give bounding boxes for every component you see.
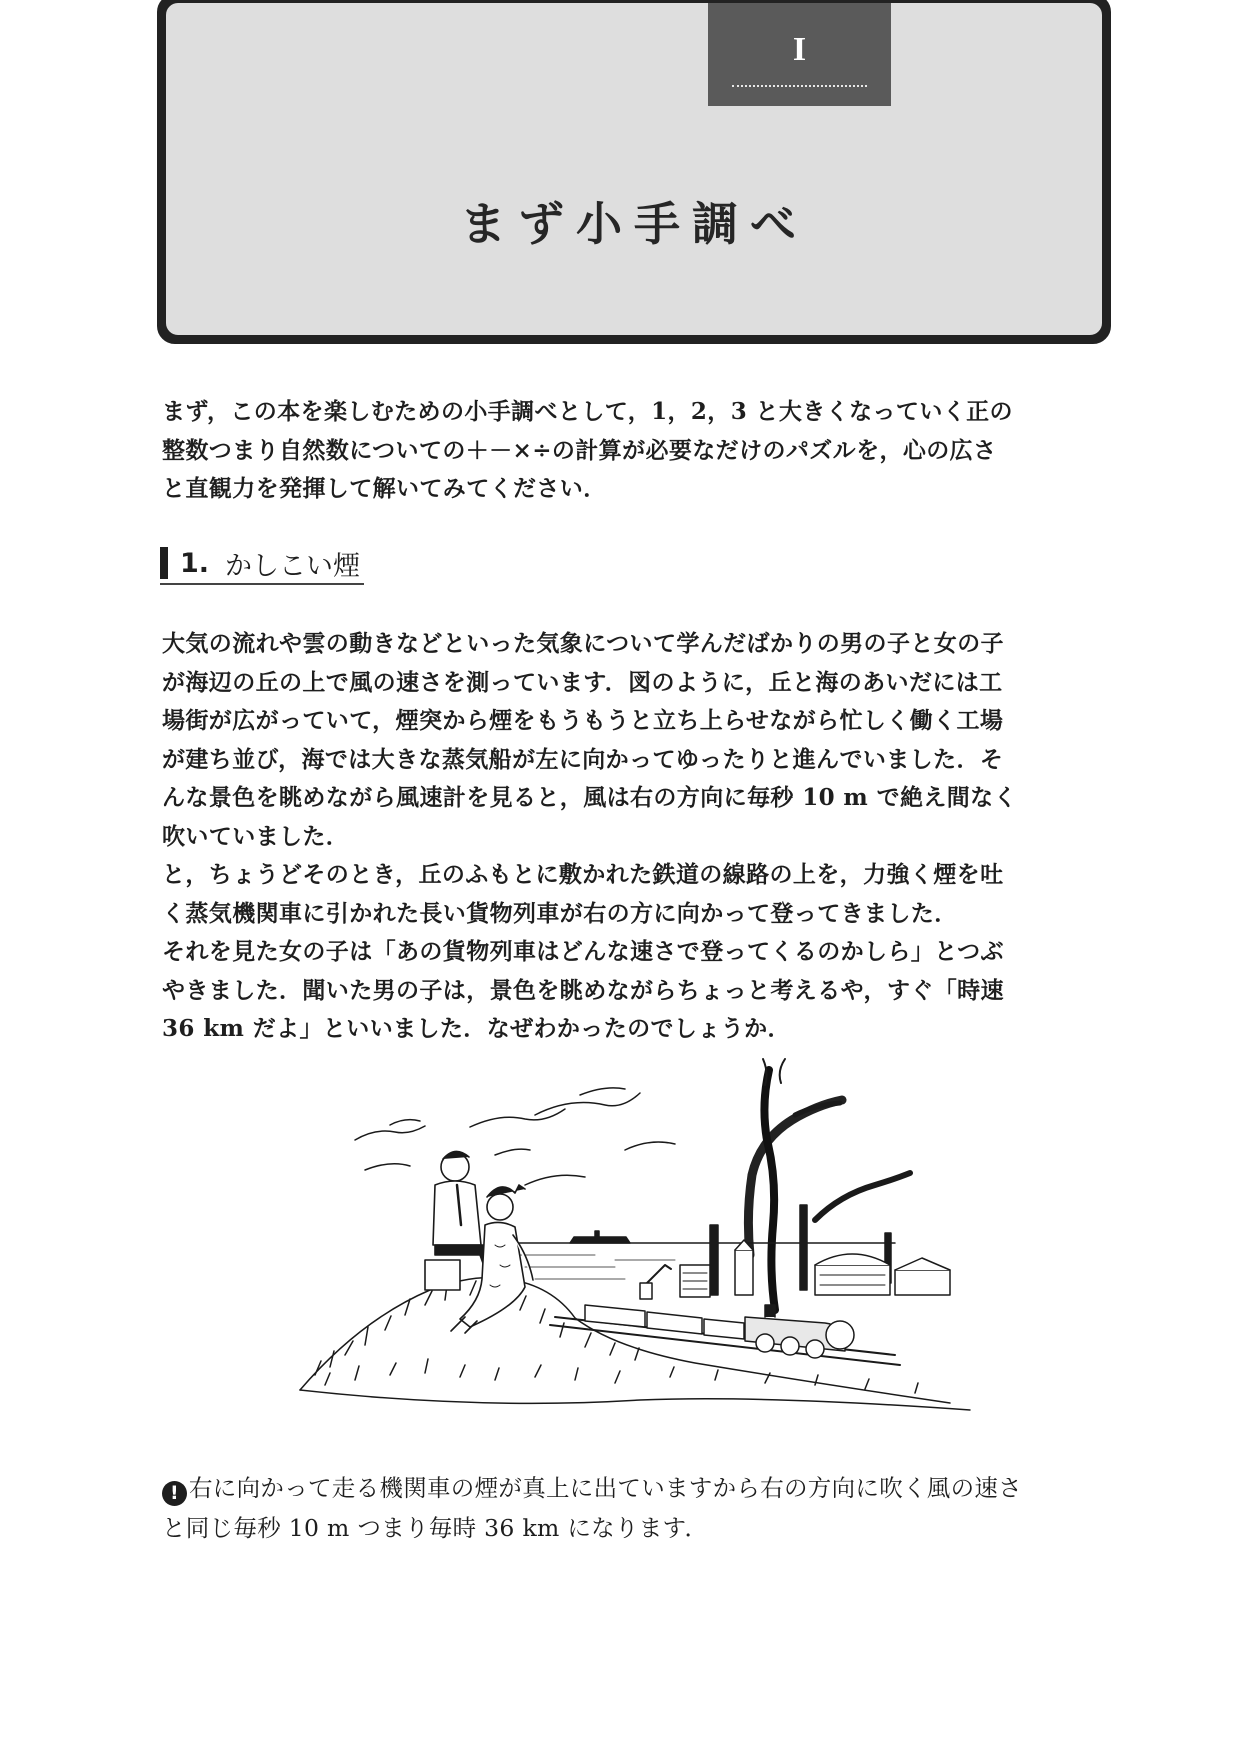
intro-line: 整数つまり自然数についての＋－×÷の計算が必要なだけのパズルを，心の広さ: [162, 436, 997, 464]
problem-line: く蒸気機関車に引かれた長い貨物列車が右の方に向かって登ってきました．: [162, 899, 958, 927]
chapter-tab: [708, 3, 891, 106]
answer-paragraph: [162, 1468, 1107, 1548]
problem-line: 36 km だよ」といいました．なぜわかったのでしょうか．: [162, 1015, 791, 1042]
answer-line-text: 右に向かって走る機関車の煙が真上に出ていますから右の方向に吹く風の速さ: [189, 1474, 1022, 1502]
section-title: かしこい煙: [225, 550, 361, 582]
grassy-hill: [300, 1278, 970, 1411]
intro-line: と直観力を発揮して解いてみてください．: [162, 475, 607, 502]
problem-line: 大気の流れや雲の動きなどといった気象について学んだばかりの男の子と女の子: [162, 630, 1004, 657]
locomotive-smoke: [764, 1070, 775, 1310]
factory-town: [640, 1205, 950, 1299]
exclamation-icon: !: [162, 1481, 187, 1506]
section-number: 1.: [180, 547, 210, 579]
problem-line: 吹いていました．: [162, 822, 350, 850]
problem-line: やきました．聞いた男の子は，景色を眺めながらちょっと考えるや，すぐ「時速: [162, 976, 1004, 1004]
chapter-dotted-rule: [732, 85, 867, 87]
problem-line: が海辺の丘の上で風の速さを測っています．図のように，丘と海のあいだには工: [162, 668, 1003, 696]
section-heading: [160, 543, 364, 585]
problem-line: と，ちょうどそのとき，丘のふもとに敷かれた鉄道の線路の上を，力強く煙を吐: [162, 861, 1004, 888]
problem-line: んな景色を眺めながら風速計を見ると，風は右の方向に毎秒 10 m で絶え間なく: [162, 784, 1017, 811]
chapter-title: まず小手調べ: [460, 197, 808, 251]
problem-paragraph: [162, 625, 1107, 1049]
problem-line: 場街が広がっていて，煙突から煙をもうもうと立ち上らせながら忙しく働く工場: [162, 707, 1004, 734]
chapter-number: I: [792, 31, 807, 68]
intro-paragraph: [162, 393, 1107, 509]
answer-line: と同じ毎秒 10 m つまり毎時 36 km になります．: [162, 1514, 709, 1542]
problem-line: が建ち並び，海では大きな蒸気船が左に向かってゆったりと進んでいました．そ: [162, 745, 1004, 773]
chapter-header-panel: [165, 2, 1103, 336]
intro-line: まず，この本を楽しむための小手調べとして，1，2，3 と大きくなっていく正の: [162, 398, 1013, 425]
section-marker-bar: [160, 547, 168, 579]
problem-line: それを見た女の子は「あの貨物列車はどんな速さで登ってくるのかしら」とつぶ: [162, 938, 1004, 965]
answer-line: [162, 1468, 1107, 1508]
illustration-hill-train-scene: [295, 1055, 975, 1425]
steamship: [570, 1231, 630, 1243]
chapter-header: [157, 0, 1111, 344]
wind-streaks: [355, 1088, 675, 1185]
